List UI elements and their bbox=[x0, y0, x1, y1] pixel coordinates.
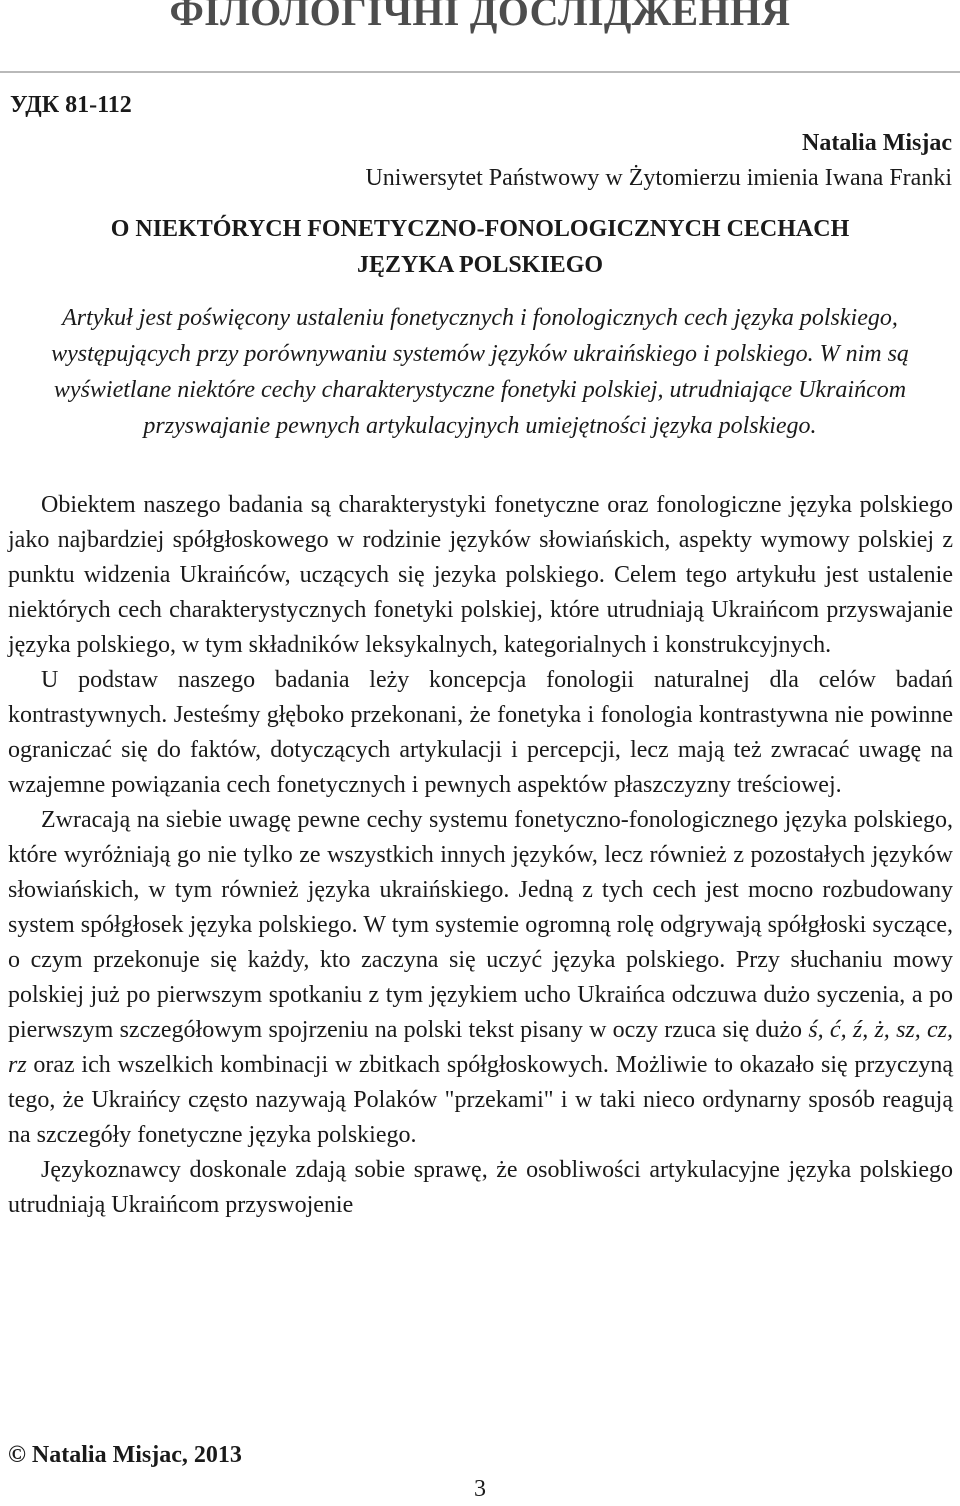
journal-section-title: ФІЛОЛОГІЧНІ ДОСЛІДЖЕННЯ bbox=[169, 0, 791, 34]
body-paragraph-3-part-2: oraz ich wszelkich kombinacji w zbitkach spółgłoskowych. Możliwie to okazało się przyczyną tego, że Ukraińcy często nazywają Polaków "przekami" i w taki nieco ordynarny sposób reagują na szczegóły fonetyczne języka polskiego. bbox=[8, 1052, 953, 1148]
body-paragraph-3-part-1: Zwracają na siebie uwagę pewne cechy systemu fonetyczno-fonologicznego języka polskiego, które wyróżniają go nie tylko ze wszystkich innych języków, lecz również z pozostałych języków słowiańskich, w tym również języka ukraińskiego. Jedną z tych cech jest mocno rozbudowany system spółgłosek języka polskiego. W tym systemie ogromną rolę odgrywają spółgłoski syczące, o czym przekonuje się każdy, kto zaczyna się uczyć języka polskiego. Przy słuchaniu mowy polskiej już po pierwszym spotkaniu z tym językiem ucho Ukraińca odczuwa dużo syczenia, a po pierwszym szczegółowym spojrzeniu na polski tekst pisany w oczy rzuca się dużo bbox=[8, 807, 953, 1043]
article-title bbox=[0, 211, 960, 283]
udk-code: УДК 81-112 bbox=[10, 92, 132, 118]
header-divider bbox=[0, 71, 960, 73]
body-paragraph-4: Językoznawcy doskonale zdają sobie sprawę, że osobliwości artykulacyjne języka polskiego utrudniają Ukraińcom przyswojenie bbox=[8, 1157, 953, 1218]
page-number: 3 bbox=[474, 1476, 486, 1502]
author-affiliation: Uniwersytet Państwowy w Żytomierzu imienia Iwana Franki bbox=[365, 165, 952, 191]
article-title-line-2: JĘZYKA POLSKIEGO bbox=[356, 252, 604, 278]
body-paragraph-3 bbox=[8, 803, 953, 1153]
article-body bbox=[8, 488, 953, 1223]
polish-consonant-letters: ś, ć, ź, ż, sz, cz, rz bbox=[8, 1017, 954, 1078]
article-abstract: Artykuł jest poświęcony ustaleniu fonetycznych i fonologicznych cech języka polskiego, występujących przy porównywaniu systemów języków ukraińskiego i polskiego. W nim są wyświetlane niektóre cechy charakterystyczne fonetyki polskiej, utrudniające Ukraińcom przyswajanie pewnych artykulacyjnych umiejętności języka polskiego. bbox=[51, 305, 909, 439]
copyright-notice: © Natalia Misjac, 2013 bbox=[8, 1442, 242, 1468]
body-paragraph-2: U podstaw naszego badania leży koncepcja fonologii naturalnej dla celów badań kontrastywnych. Jesteśmy głęboko przekonani, że fonetyka i fonologia kontrastywna nie powinne ograniczać się do faktów, dotyczących artykulacji i percepcji, lecz mają też zwracać uwagę na wzajemne powiązania cech fonetycznych i pewnych aspektów płaszczyzny treściowej. bbox=[8, 667, 953, 798]
body-paragraph-1: Obiektem naszego badania są charakterystyki fonetyczne oraz fonologiczne języka polskiego jako najbardziej spółgłoskowego w rodzinie języków słowiańskich, aspekty wymowy polskiej z punktu widzenia Ukraińców, uczących się jezyka polskiego. Celem tego artykułu jest ustalenie niektórych cech charakterystycznych fonetyki polskiej, które utrudniają Ukraińcom przyswajanie języka polskiego, w tym składników leksykalnych, kategorialnych i konstrukcyjnych. bbox=[8, 492, 953, 658]
author-name: Natalia Misjac bbox=[802, 130, 952, 156]
article-title-line-1: O NIEKTÓRYCH FONETYCZNO-FONOLOGICZNYCH CECHACH bbox=[110, 216, 850, 242]
